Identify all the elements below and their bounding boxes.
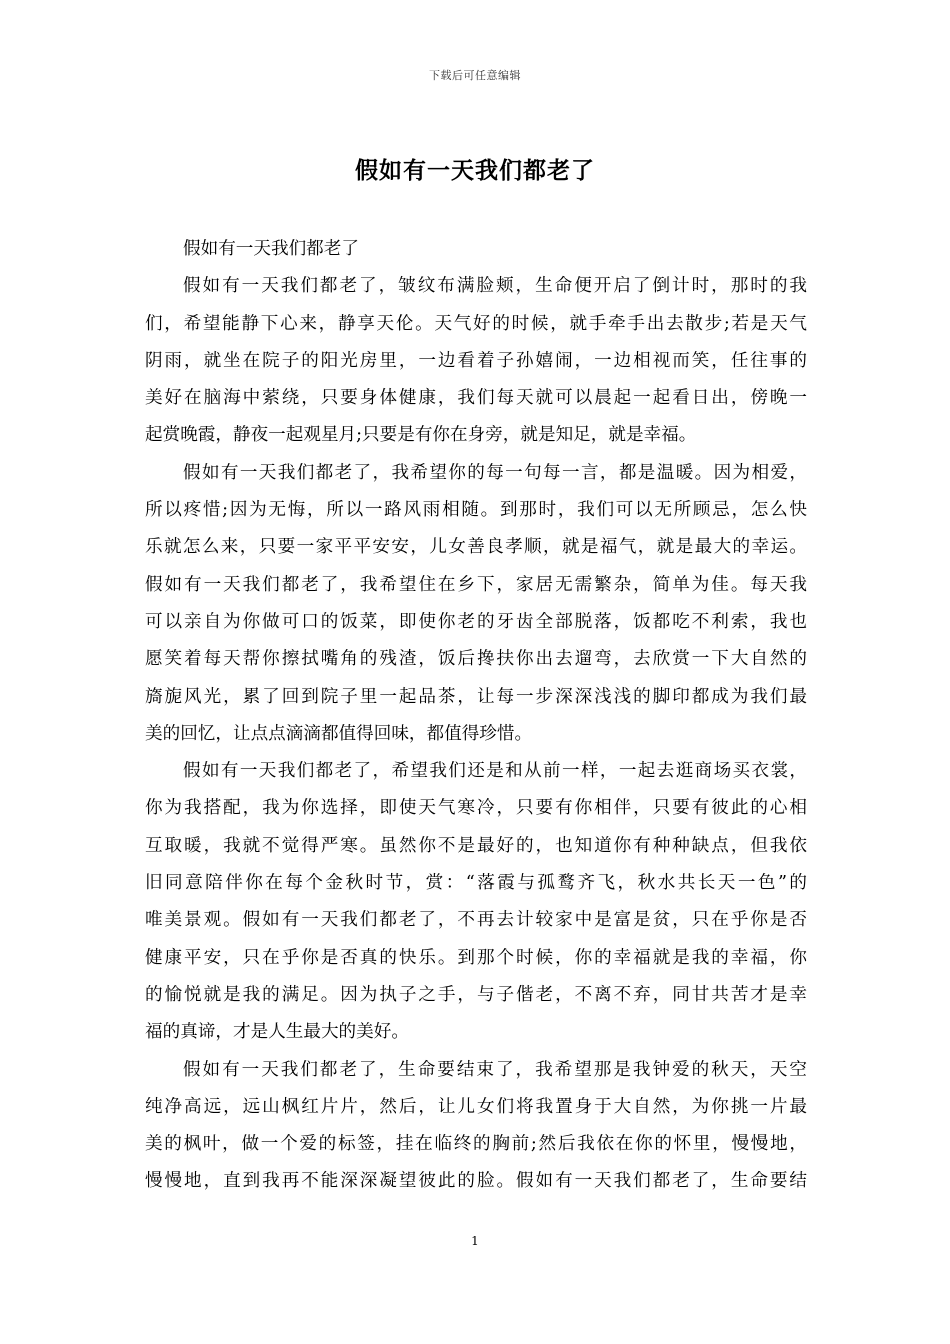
body-line: 美的回忆，让点点滴滴都值得回味，都值得珍惜。 (145, 723, 533, 744)
body-line: 慢慢地，直到我再不能深深凝望彼此的脸。假如有一天我们都老了，生命要结 (145, 1171, 807, 1192)
body-line: 所以疼惜;因为无悔，所以一路风雨相随。到那时，我们可以无所顾忌，怎么快 (145, 500, 807, 521)
body-line: 唯美景观。假如有一天我们都老了，不再去计较家中是富是贫，只在乎你是否 (145, 910, 807, 931)
body-line: 美的枫叶，做一个爱的标签，挂在临终的胸前;然后我依在你的怀里，慢慢地， (145, 1134, 807, 1155)
body-text (145, 231, 807, 1201)
body-line: 们，希望能静下心来，静享天伦。天气好的时候，就手牵手出去散步;若是天气 (145, 313, 807, 334)
page-number: 1 (471, 1234, 479, 1248)
body-line: 起赏晚霞，静夜一起观星月;只要是有你在身旁，就是知足，就是幸福。 (145, 425, 697, 446)
body-line: 假如有一天我们都老了，皱纹布满脸颊，生命便开启了倒计时，那时的我 (183, 276, 807, 297)
body-line: 健康平安，只在乎你是否真的快乐。到那个时候，你的幸福就是我的幸福，你 (145, 947, 807, 968)
header-note: 下载后可任意编辑 (429, 69, 521, 82)
body-line: 的愉悦就是我的满足。因为执子之手，与子偕老，不离不弃，同甘共苦才是幸 (145, 984, 807, 1005)
body-line: 旧同意陪伴你在每个金秋时节，赏：“落霞与孤鹜齐飞，秋水共长天一色”的 (145, 873, 807, 894)
body-line: 纯净高远，远山枫红片片，然后，让儿女们将我置身于大自然，为你挑一片最 (145, 1096, 807, 1117)
body-line: 可以亲自为你做可口的饭菜，即使你老的牙齿全部脱落，饭都吃不利索，我也 (145, 611, 807, 632)
body-line: 愿笑着每天帮你擦拭嘴角的残渣，饭后搀扶你出去遛弯，去欣赏一下大自然的 (145, 649, 807, 670)
body-line: 福的真谛，才是人生最大的美好。 (145, 1022, 409, 1043)
document-title: 假如有一天我们都老了 (355, 157, 595, 184)
body-line: 假如有一天我们都老了 (183, 239, 359, 259)
body-line: 美好在脑海中萦绕，只要身体健康，我们每天就可以晨起一起看日出，傍晚一 (145, 388, 807, 409)
body-line: 假如有一天我们都老了，希望我们还是和从前一样，一起去逛商场买衣裳， (183, 761, 807, 782)
body-line: 旖旎风光，累了回到院子里一起品茶，让每一步深深浅浅的脚印都成为我们最 (145, 686, 807, 707)
body-line: 假如有一天我们都老了，我希望你的每一句每一言，都是温暖。因为相爱， (183, 462, 807, 483)
body-line: 互取暖，我就不觉得严寒。虽然你不是最好的，也知道你有种种缺点，但我依 (145, 835, 807, 856)
body-line: 阴雨，就坐在院子的阳光房里，一边看着子孙嬉闹，一边相视而笑，任往事的 (145, 350, 807, 371)
body-line: 假如有一天我们都老了，生命要结束了，我希望那是我钟爱的秋天，天空 (183, 1059, 807, 1080)
body-line: 你为我搭配，我为你选择，即使天气寒冷，只要有你相伴，只要有彼此的心相 (145, 798, 807, 819)
body-line: 假如有一天我们都老了，我希望住在乡下，家居无需繁杂，简单为佳。每天我 (145, 574, 807, 595)
body-line: 乐就怎么来，只要一家平平安安，儿女善良孝顺，就是福气，就是最大的幸运。 (145, 537, 807, 558)
